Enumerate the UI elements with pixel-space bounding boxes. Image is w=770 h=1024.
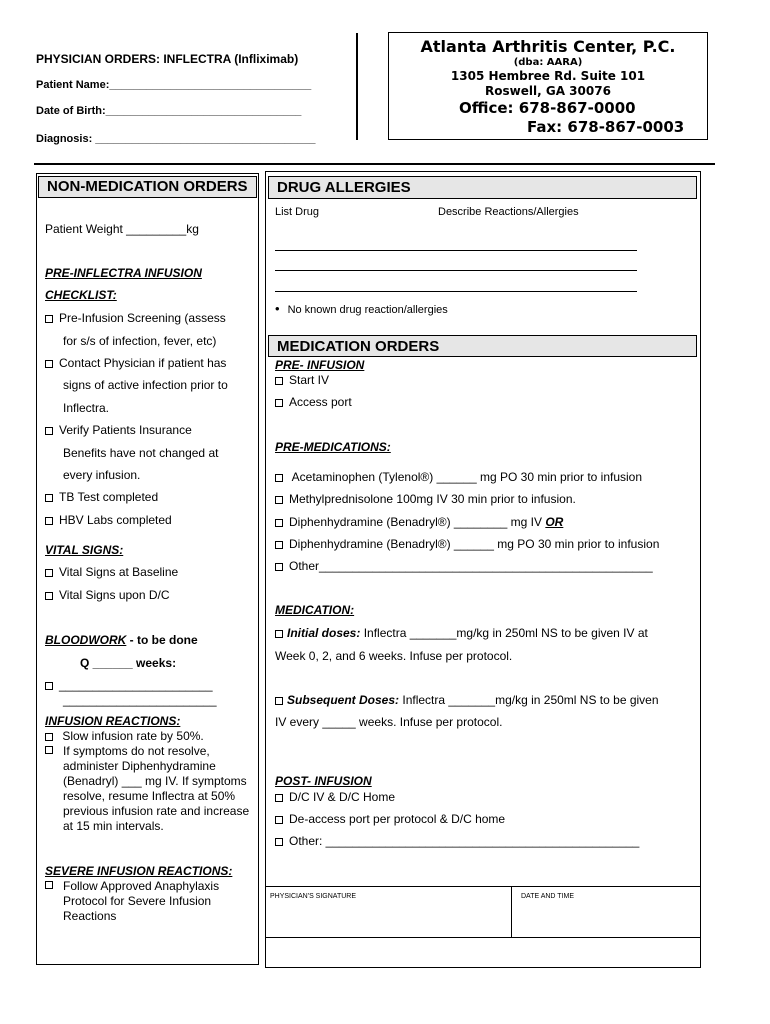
dob-field[interactable]: Date of Birth:________________________________: [36, 105, 302, 117]
checklist-item-cont: signs of active infection prior to: [63, 378, 228, 392]
checkbox[interactable]: [45, 682, 53, 690]
diagnosis-field[interactable]: Diagnosis: ____________________________________: [36, 133, 316, 145]
checklist-title: PRE-INFLECTRA INFUSION: [45, 266, 202, 280]
premed-item[interactable]: Diphenhydramine (Benadryl®) ______ mg PO 30 min prior to infusion: [275, 537, 659, 551]
medication-title: MEDICATION:: [275, 603, 355, 617]
checkbox[interactable]: [275, 630, 283, 638]
header-divider: [356, 33, 358, 140]
signature-divider: [511, 886, 512, 938]
list-drug-label: List Drug: [275, 206, 320, 218]
post-infusion-item[interactable]: De-access port per protocol & D/C home: [275, 812, 505, 826]
non-medication-heading: NON-MEDICATION ORDERS: [38, 176, 257, 198]
checkbox[interactable]: [45, 315, 53, 323]
patient-weight-field[interactable]: Patient Weight _________kg: [45, 222, 199, 236]
checkbox[interactable]: [45, 881, 53, 889]
checklist-item-cont: Benefits have not changed at: [63, 446, 219, 460]
checklist-title-2: CHECKLIST:: [45, 288, 117, 302]
medication-orders-heading: MEDICATION ORDERS: [268, 335, 697, 357]
checklist-item-cont: every infusion.: [63, 468, 141, 482]
bullet-icon: •: [275, 301, 280, 316]
checkbox[interactable]: [45, 592, 53, 600]
checkbox[interactable]: [275, 697, 283, 705]
drug-allergies-heading: DRUG ALLERGIES: [268, 176, 697, 199]
or-label: OR: [545, 515, 564, 529]
allergy-line[interactable]: [275, 291, 637, 292]
premed-item[interactable]: Other__________________________________________________: [275, 559, 653, 573]
clinic-address-2: Roswell, GA 30076: [485, 84, 611, 98]
vital-item[interactable]: Vital Signs at Baseline: [45, 565, 178, 579]
post-infusion-title: POST- INFUSION: [275, 774, 372, 788]
checkbox[interactable]: [45, 733, 53, 741]
infusion-reaction-item: If symptoms do not resolve, administer Diphenhydramine (Benadryl) ___ mg IV. If symptoms resolve, resume Inflectra at 50% previous infusion rate and increase at 15 min intervals.: [63, 744, 250, 833]
allergy-line[interactable]: [275, 250, 637, 251]
allergy-line[interactable]: [275, 270, 637, 271]
clinic-dba: (dba: AARA): [513, 57, 583, 68]
page-title: PHYSICIAN ORDERS: INFLECTRA (Infliximab): [36, 52, 299, 66]
checkbox[interactable]: [45, 746, 53, 754]
severe-reaction-item: Follow Approved Anaphylaxis Protocol for Severe Infusion Reactions: [63, 879, 220, 923]
vital-item[interactable]: Vital Signs upon D/C: [45, 588, 170, 602]
clinic-info-box: [388, 32, 708, 140]
subsequent-doses[interactable]: Subsequent Doses: Inflectra _______mg/kg in 250ml NS to be given: [275, 693, 659, 707]
clinic-office-phone: Office: 678-867-0000: [459, 99, 636, 117]
pre-medications-title: PRE-MEDICATIONS:: [275, 440, 391, 454]
checklist-item[interactable]: HBV Labs completed: [45, 513, 172, 527]
checkbox[interactable]: [275, 816, 283, 824]
checklist-item[interactable]: Contact Physician if patient has: [45, 356, 226, 370]
checkbox[interactable]: [275, 838, 283, 846]
bloodwork-line[interactable]: _______________________: [45, 678, 213, 692]
bloodwork-title: BLOODWORK - to be done: [45, 633, 198, 647]
infusion-reactions-title: INFUSION REACTIONS:: [45, 714, 181, 728]
clinic-name: Atlanta Arthritis Center, P.C.: [420, 37, 676, 56]
checkbox[interactable]: [275, 519, 283, 527]
checkbox[interactable]: [275, 541, 283, 549]
pre-infusion-title: PRE- INFUSION: [275, 358, 365, 372]
checkbox[interactable]: [45, 494, 53, 502]
post-infusion-item[interactable]: D/C IV & D/C Home: [275, 790, 395, 804]
initial-doses[interactable]: Initial doses: Inflectra _______mg/kg in 250ml NS to be given IV at: [275, 626, 648, 640]
infusion-reaction-item[interactable]: Slow infusion rate by 50%.: [45, 729, 204, 743]
checkbox[interactable]: [275, 496, 283, 504]
initial-doses-cont: Week 0, 2, and 6 weeks. Infuse per protocol.: [275, 649, 513, 663]
checkbox[interactable]: [45, 569, 53, 577]
checklist-item[interactable]: Verify Patients Insurance: [45, 423, 192, 437]
checkbox[interactable]: [275, 377, 283, 385]
pre-infusion-item[interactable]: Access port: [275, 395, 352, 409]
checklist-item[interactable]: TB Test completed: [45, 490, 158, 504]
header-rule: [34, 163, 715, 165]
checklist-item-cont: Inflectra.: [63, 401, 110, 415]
premed-item[interactable]: Diphenhydramine (Benadryl®) ________ mg IV OR: [275, 515, 563, 529]
post-infusion-item[interactable]: Other: _______________________________________________: [275, 834, 639, 848]
checkbox[interactable]: [45, 427, 53, 435]
checkbox[interactable]: [45, 360, 53, 368]
checkbox[interactable]: [45, 517, 53, 525]
physician-signature-field[interactable]: PHYSICIAN'S SIGNATURE: [270, 893, 356, 900]
vital-signs-title: VITAL SIGNS:: [45, 543, 124, 557]
checkbox[interactable]: [275, 794, 283, 802]
bloodwork-line-2[interactable]: _______________________: [63, 693, 217, 707]
checkbox[interactable]: [275, 474, 283, 482]
clinic-fax: Fax: 678-867-0003: [527, 118, 685, 136]
checklist-item-cont: for s/s of infection, fever, etc): [63, 334, 217, 348]
clinic-address-1: 1305 Hembree Rd. Suite 101: [450, 69, 646, 83]
subsequent-doses-cont: IV every _____ weeks. Infuse per protocol.: [275, 715, 503, 729]
no-known-allergies[interactable]: • No known drug reaction/allergies: [275, 301, 448, 316]
pre-infusion-item[interactable]: Start IV: [275, 373, 329, 387]
checkbox[interactable]: [275, 399, 283, 407]
premed-item[interactable]: Acetaminophen (Tylenol®) ______ mg PO 30 min prior to infusion: [275, 470, 642, 484]
date-time-field[interactable]: DATE AND TIME: [521, 893, 575, 900]
premed-item[interactable]: Methylprednisolone 100mg IV 30 min prior to infusion.: [275, 492, 576, 506]
reactions-label: Describe Reactions/Allergies: [438, 206, 579, 218]
severe-reactions-title: SEVERE INFUSION REACTIONS:: [45, 864, 233, 878]
bloodwork-frequency[interactable]: Q ______ weeks:: [80, 656, 177, 670]
checkbox[interactable]: [275, 563, 283, 571]
checklist-item[interactable]: Pre-Infusion Screening (assess: [45, 311, 226, 325]
patient-name-field[interactable]: Patient Name:_________________________________: [36, 79, 312, 91]
